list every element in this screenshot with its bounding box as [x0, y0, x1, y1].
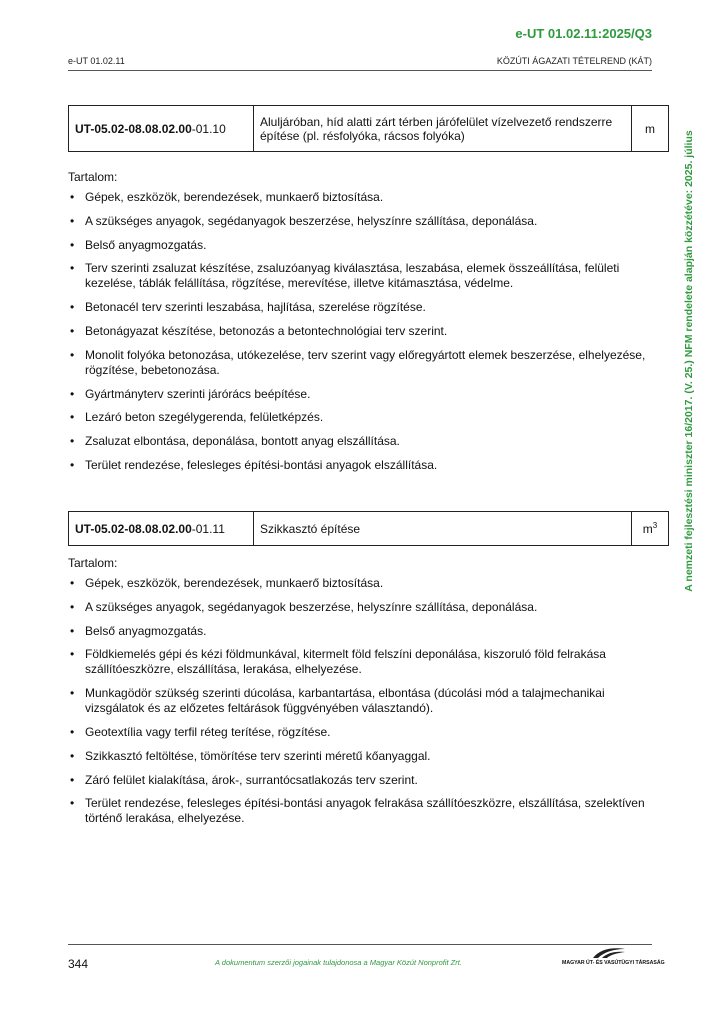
- running-header-right: KÖZÚTI ÁGAZATI TÉTELREND (KÁT): [496, 56, 652, 66]
- bullet-icon: •: [70, 599, 75, 614]
- item-code: [69, 512, 254, 546]
- list-item: • Földkiemelés gépi és kézi földmunkával, kitermelt föld felszíni deponálása, kiszoruló föld felrakása szállítóeszközre, elszállítása, lerakása, elhelyezése.: [70, 647, 606, 677]
- header-divider: [68, 70, 652, 71]
- bullet-icon: •: [70, 576, 75, 590]
- list-item: • Geotextília vagy terfil réteg terítése, rögzítése.: [70, 724, 331, 739]
- list-item: • Belső anyagmozgatás.: [70, 623, 207, 638]
- item-contents-01-11: [68, 556, 658, 835]
- bullet-icon: •: [70, 213, 75, 228]
- bullet-icon: •: [70, 748, 75, 763]
- contents-label: Tartalom:: [68, 556, 118, 570]
- item-table-01-10: [68, 105, 669, 152]
- list-item: • Belső anyagmozgatás.: [70, 237, 207, 252]
- bullet-icon: •: [70, 623, 75, 638]
- list-item: • Terület rendezése, felesleges építési-bontási anyagok felrakása szállítóeszközre, elszállítása, szelektíven történő lerakása, elhelyezése.: [70, 796, 645, 826]
- bullet-icon: •: [70, 386, 75, 401]
- bullet-icon: •: [70, 434, 75, 449]
- bullet-icon: •: [70, 300, 75, 315]
- side-note-text: A nemzeti fejlesztési miniszter 16/2017. (V. 25.) NFM rendelete alapján közzétéve: 2025. július: [683, 130, 695, 592]
- item-table-01-11: [68, 511, 669, 546]
- bullet-icon: •: [70, 772, 75, 787]
- society-logo: [562, 946, 665, 970]
- side-publication-note: [682, 96, 696, 626]
- running-header-left: e-UT 01.02.11: [68, 56, 125, 66]
- list-item: • Záró felület kialakítása, árok-, surrantócsatlakozás terv szerint.: [70, 772, 418, 787]
- contents-list: [68, 190, 658, 473]
- item-unit: [632, 512, 669, 546]
- running-header: [68, 56, 652, 70]
- footer-divider: [68, 944, 652, 945]
- bullet-icon: •: [70, 323, 75, 338]
- contents-list: [68, 576, 658, 826]
- list-item: • A szükséges anyagok, segédanyagok beszerzése, helyszínre szállítása, deponálása.: [70, 213, 538, 228]
- bullet-icon: •: [70, 261, 75, 276]
- item-unit-text: m: [642, 522, 653, 536]
- list-item: • Terület rendezése, felesleges építési-bontási anyagok elszállítása.: [70, 457, 438, 472]
- item-description: Aluljáróban, híd alatti zárt térben járófelület vízelvezető rendszerre építése (pl. résfolyóka, rácsos folyóka): [254, 106, 632, 152]
- bullet-icon: •: [70, 410, 75, 425]
- item-code-bold: UT-05.02-08.08.02.00: [75, 521, 192, 536]
- list-item: • Szikkasztó feltöltése, tömörítése terv szerinti méretű kőanyaggal.: [70, 748, 431, 763]
- bullet-icon: •: [70, 347, 75, 362]
- road-swoosh-icon: [592, 946, 626, 960]
- list-item: • Terv szerinti zsaluzat készítése, zsaluzóanyag kiválasztása, leszabása, elemek összeállítása, felületi kezelése, táblák felállítása, rögzítése, merevítése, illetve kitámasztása, védelme.: [70, 261, 620, 291]
- contents-label: Tartalom:: [68, 170, 118, 184]
- list-item: • Munkagödör szükség szerinti dúcolása, karbantartása, elbontása (dúcolási mód a talajmechanikai vizsgálatok és az előzetes feltárások függvényében választandó).: [70, 686, 605, 716]
- list-item: • Gépek, eszközök, berendezések, munkaerő biztosítása.: [70, 576, 384, 590]
- item-code: [69, 106, 254, 152]
- list-item: • Betonacél terv szerinti leszabása, hajlítása, szerelése rögzítése.: [70, 300, 426, 315]
- list-item: • Lezáró beton szegélygerenda, felületképzés.: [70, 410, 324, 425]
- list-item: • Gépek, eszközök, berendezések, munkaerő biztosítása.: [70, 190, 384, 204]
- item-unit-text: m: [645, 121, 655, 136]
- bullet-icon: •: [70, 190, 75, 204]
- document-id: e-UT 01.02.11:2025/Q3: [515, 26, 652, 41]
- item-code-suffix: -01.10: [191, 121, 226, 136]
- bullet-icon: •: [70, 457, 75, 472]
- bullet-icon: •: [70, 686, 75, 701]
- list-item: • Monolit folyóka betonozása, utókezelése, terv szerint vagy előregyártott elemek beszerzése, elhelyezése, rögzítése, bebetonozása.: [70, 347, 646, 377]
- item-description: Szikkasztó építése: [254, 512, 632, 546]
- item-unit-exponent: 3: [652, 521, 658, 530]
- list-item: • Betonágyazat készítése, betonozás a betontechnológiai terv szerint.: [70, 323, 448, 338]
- copyright-notice: A dokumentum szerzői jogainak tulajdonosa a Magyar Közút Nonprofit Zrt.: [215, 958, 462, 967]
- item-contents-01-10: [68, 170, 658, 482]
- item-code-bold: UT-05.02-08.08.02.00: [75, 121, 192, 136]
- bullet-icon: •: [70, 647, 75, 662]
- item-unit: [632, 106, 669, 152]
- logo-text: MAGYAR ÚT- ÉS VASÚTÜGYI TÁRSASÁG: [562, 960, 665, 966]
- bullet-icon: •: [70, 796, 75, 811]
- item-code-suffix: -01.11: [191, 521, 225, 536]
- bullet-icon: •: [70, 237, 75, 252]
- list-item: • A szükséges anyagok, segédanyagok beszerzése, helyszínre szállítása, deponálása.: [70, 599, 538, 614]
- list-item: • Gyártmányterv szerinti járórács beépítése.: [70, 386, 311, 401]
- page-number: 344: [68, 957, 89, 971]
- bullet-icon: •: [70, 724, 75, 739]
- list-item: • Zsaluzat elbontása, deponálása, bontott anyag elszállítása.: [70, 434, 400, 449]
